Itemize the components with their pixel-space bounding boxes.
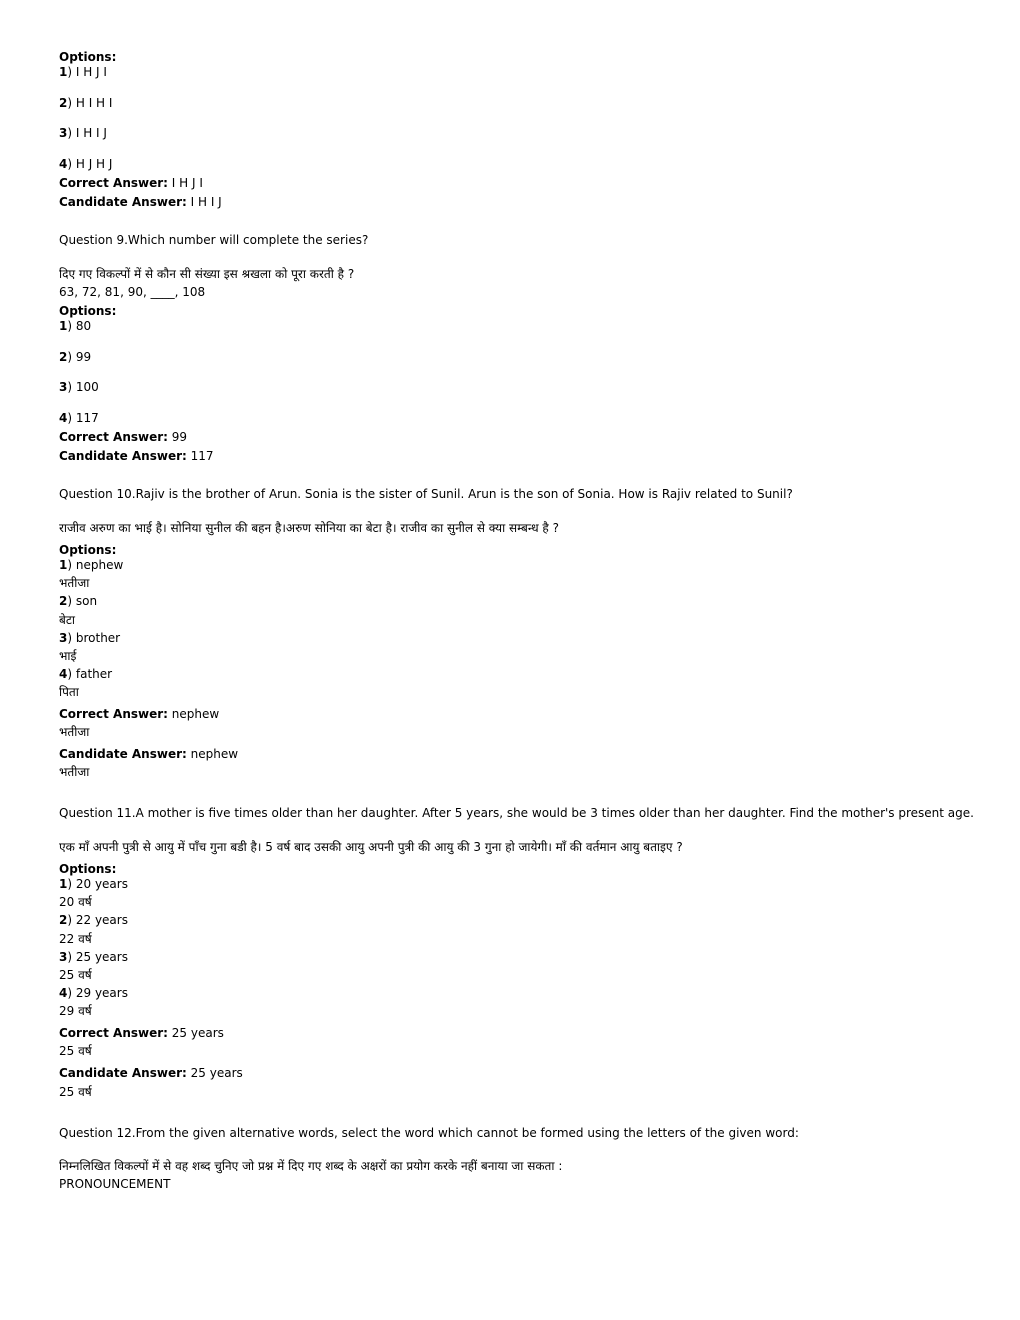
q8-option-4: 4) H J H J (59, 157, 113, 171)
q8-correct-answer: Correct Answer: I H J I (59, 176, 203, 190)
q8-option-1: 1) I H J I (59, 65, 107, 79)
q11-candidate-answer-hindi: 25 वर्ष (59, 1085, 92, 1099)
q9-option-2: 2) 99 (59, 350, 92, 364)
q12-hindi: निम्नलिखित विकल्पों में से वह शब्द चुनिए जो प्रश्न में दिए गए शब्द के अक्षरों का प्रयोग करके नहीं बनाया जा सकता : (59, 1159, 563, 1173)
q11-option-1-hindi: 20 वर्ष (59, 895, 92, 909)
q10-candidate-answer-hindi: भतीजा (59, 765, 90, 779)
q9-option-3: 3) 100 (59, 380, 99, 394)
q10-correct-answer: Correct Answer: nephew (59, 707, 220, 721)
q10-option-3: 3) brother (59, 631, 121, 645)
q9-option-4: 4) 117 (59, 411, 99, 425)
q10-option-4: 4) father (59, 667, 113, 681)
q9-question: Question 9.Which number will complete the series? (59, 233, 369, 247)
q11-candidate-answer: Candidate Answer: 25 years (59, 1066, 243, 1080)
q10-option-2: 2) son (59, 594, 98, 608)
q11-option-2: 2) 22 years (59, 913, 128, 927)
q9-series: 63, 72, 81, 90, ____, 108 (59, 285, 206, 299)
q10-options-label: Options: (59, 543, 117, 557)
q11-option-4-hindi: 29 वर्ष (59, 1004, 92, 1018)
q11-option-3-hindi: 25 वर्ष (59, 968, 92, 982)
q11-option-4: 4) 29 years (59, 986, 128, 1000)
q11-options-label: Options: (59, 862, 117, 876)
q10-option-3-hindi: भाई (59, 649, 77, 663)
q11-hindi: एक माँ अपनी पुत्री से आयु में पाँच गुना बडी है। 5 वर्ष बाद उसकी आयु अपनी पुत्री की आयु की 3 गुना हो जायेगी। माँ की वर्तमान आयु बताइए ? (59, 840, 683, 854)
q10-option-1-hindi: भतीजा (59, 576, 90, 590)
q8-candidate-answer: Candidate Answer: I H I J (59, 195, 222, 209)
q10-option-4-hindi: पिता (59, 685, 79, 699)
q8-options-label: Options: (59, 50, 117, 64)
q9-options-label: Options: (59, 304, 117, 318)
q10-option-1: 1) nephew (59, 558, 124, 572)
q9-option-1: 1) 80 (59, 319, 92, 333)
q9-correct-answer: Correct Answer: 99 (59, 430, 188, 444)
q11-option-2-hindi: 22 वर्ष (59, 932, 92, 946)
q9-candidate-answer: Candidate Answer: 117 (59, 449, 214, 463)
q11-correct-answer: Correct Answer: 25 years (59, 1026, 224, 1040)
q11-option-1: 1) 20 years (59, 877, 128, 891)
q11-question: Question 11.A mother is five times older than her daughter. After 5 years, she would be 3 times older than her daughter. Find the mother's present age. (59, 806, 974, 820)
q9-hindi: दिए गए विकल्पों में से कौन सी संख्या इस श्रखला को पूरा करती है ? (59, 267, 355, 281)
q10-candidate-answer: Candidate Answer: nephew (59, 747, 239, 761)
q11-correct-answer-hindi: 25 वर्ष (59, 1044, 92, 1058)
q12-word: PRONOUNCEMENT (59, 1177, 171, 1191)
q11-option-3: 3) 25 years (59, 950, 128, 964)
q8-option-2: 2) H I H I (59, 96, 113, 110)
q12-question: Question 12.From the given alternative words, select the word which cannot be formed using the letters of the given word: (59, 1126, 799, 1140)
q10-option-2-hindi: बेटा (59, 613, 76, 627)
q10-question: Question 10.Rajiv is the brother of Arun. Sonia is the sister of Sunil. Arun is the son of Sonia. How is Rajiv related to Sunil? (59, 487, 793, 501)
q10-hindi: राजीव अरुण का भाई है। सोनिया सुनील की बहन है।अरुण सोनिया का बेटा है। राजीव का सुनील से क्या सम्बन्ध है ? (59, 521, 559, 535)
q10-correct-answer-hindi: भतीजा (59, 725, 90, 739)
q8-option-3: 3) I H I J (59, 126, 107, 140)
